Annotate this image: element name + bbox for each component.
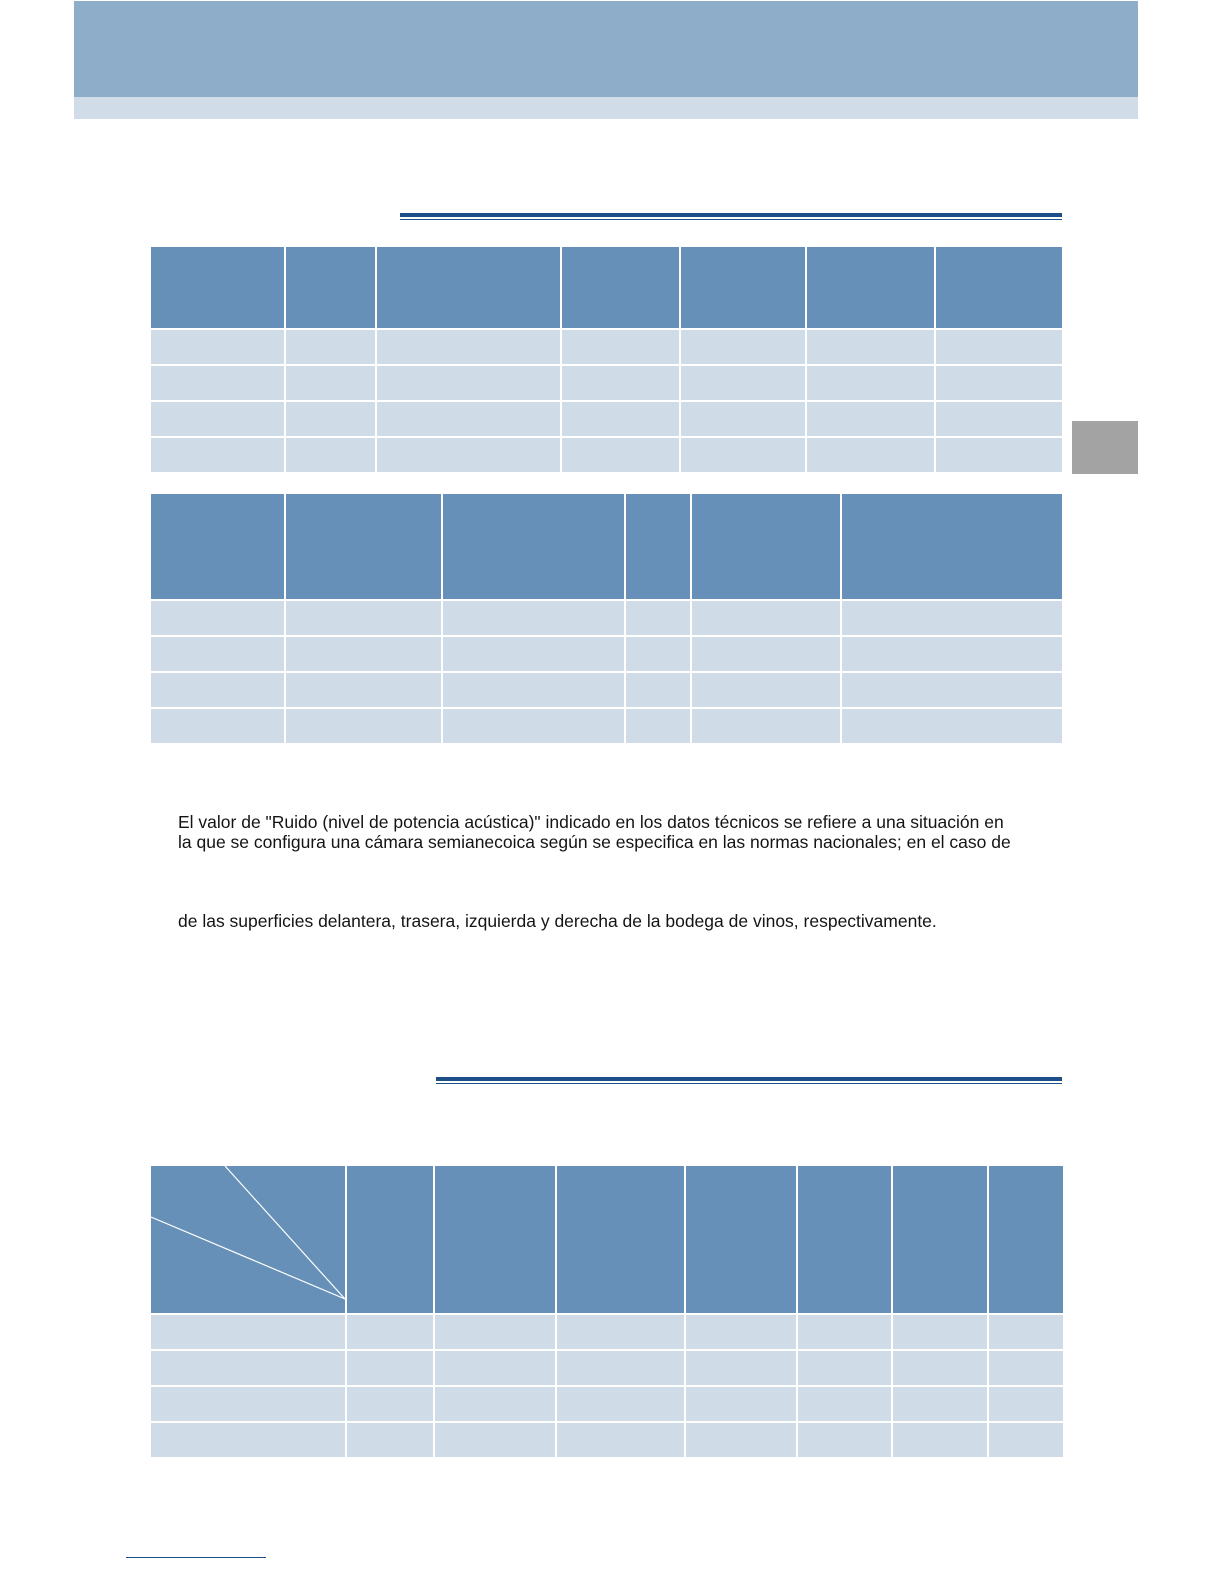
table-cell <box>347 1387 433 1421</box>
spec-table-1 <box>149 245 1064 474</box>
table-header-row <box>151 247 1062 328</box>
header-cell <box>377 247 560 328</box>
table-cell <box>443 673 624 707</box>
spec-table-3 <box>149 1164 1065 1459</box>
header-band-strip <box>74 97 1138 119</box>
header-cell <box>443 494 624 599</box>
table-cell <box>936 438 1062 472</box>
table-cell <box>151 402 284 436</box>
rule-thick-line <box>400 213 1062 217</box>
table-cell <box>936 402 1062 436</box>
table-cell <box>443 601 624 635</box>
table-row <box>151 330 1062 364</box>
table-cell <box>347 1351 433 1385</box>
diagonal-split-lines <box>151 1166 345 1313</box>
table-cell <box>435 1423 555 1457</box>
rule-thin-line <box>400 219 1062 220</box>
table-cell <box>286 601 441 635</box>
header-cell <box>936 247 1062 328</box>
table-cell <box>562 366 679 400</box>
table-cell <box>347 1423 433 1457</box>
table-cell <box>692 637 840 671</box>
table-cell <box>377 366 560 400</box>
table-cell <box>435 1315 555 1349</box>
table-cell <box>151 601 284 635</box>
table-cell <box>626 709 690 743</box>
header-cell <box>286 247 375 328</box>
header-cell <box>347 1166 433 1313</box>
table-cell <box>557 1351 684 1385</box>
table-row <box>151 366 1062 400</box>
table-cell <box>692 673 840 707</box>
table-header-row <box>151 494 1062 599</box>
table-cell <box>377 402 560 436</box>
header-cell <box>807 247 934 328</box>
table-cell <box>842 709 1062 743</box>
table-row <box>151 1387 1063 1421</box>
table-cell <box>807 330 934 364</box>
table-cell <box>557 1387 684 1421</box>
footnote-rule <box>126 1557 266 1558</box>
table-cell <box>286 330 375 364</box>
spec-table-2 <box>149 492 1064 745</box>
table-cell <box>893 1387 987 1421</box>
table-cell <box>842 637 1062 671</box>
table-cell <box>151 709 284 743</box>
table-cell <box>286 637 441 671</box>
table-cell <box>626 673 690 707</box>
table-cell <box>557 1423 684 1457</box>
table-cell <box>562 438 679 472</box>
table-row <box>151 673 1062 707</box>
table-cell <box>377 438 560 472</box>
table-cell <box>681 366 805 400</box>
rule-thick-line <box>436 1077 1062 1081</box>
table-cell <box>286 673 441 707</box>
table-cell <box>151 637 284 671</box>
header-cell <box>151 494 284 599</box>
header-cell <box>798 1166 891 1313</box>
table-row <box>151 1423 1063 1457</box>
table-cell <box>286 709 441 743</box>
table-cell <box>893 1423 987 1457</box>
table-cell <box>286 366 375 400</box>
table-cell <box>562 402 679 436</box>
table-cell <box>151 1423 345 1457</box>
table-cell <box>435 1387 555 1421</box>
table-cell <box>151 366 284 400</box>
table-cell <box>151 673 284 707</box>
table-row <box>151 402 1062 436</box>
section-title-rule-2 <box>436 1077 1062 1085</box>
table-cell <box>681 438 805 472</box>
header-cell <box>557 1166 684 1313</box>
header-cell <box>989 1166 1063 1313</box>
table-cell <box>807 402 934 436</box>
table-cell <box>798 1423 891 1457</box>
section-title-rule-1 <box>400 213 1062 221</box>
table-cell <box>893 1351 987 1385</box>
header-cell <box>681 247 805 328</box>
table-cell <box>842 601 1062 635</box>
table-cell <box>798 1387 891 1421</box>
table-cell <box>151 1351 345 1385</box>
table-cell <box>989 1387 1063 1421</box>
table-cell <box>347 1315 433 1349</box>
table-cell <box>807 438 934 472</box>
table-cell <box>798 1315 891 1349</box>
rule-thin-line <box>436 1083 1062 1084</box>
header-cell <box>626 494 690 599</box>
table-cell <box>435 1351 555 1385</box>
header-cell <box>842 494 1062 599</box>
table-cell <box>989 1351 1063 1385</box>
header-cell <box>692 494 840 599</box>
table-cell <box>989 1315 1063 1349</box>
table-row <box>151 438 1062 472</box>
table-cell <box>989 1423 1063 1457</box>
table-row <box>151 601 1062 635</box>
header-cell <box>286 494 441 599</box>
table-cell <box>893 1315 987 1349</box>
header-cell <box>893 1166 987 1313</box>
table-cell <box>151 330 284 364</box>
chapter-side-tab[interactable] <box>1072 421 1138 474</box>
table-cell <box>936 330 1062 364</box>
table-cell <box>151 438 284 472</box>
header-cell <box>686 1166 796 1313</box>
header-cell <box>151 247 284 328</box>
table-cell <box>798 1351 891 1385</box>
table-cell <box>562 330 679 364</box>
table-cell <box>686 1315 796 1349</box>
noise-note-line-2: la que se configura una cámara semianecoica según se especifica en las normas nacionales; en el caso de <box>178 832 1011 852</box>
table-cell <box>686 1423 796 1457</box>
noise-note-line-3: de las superficies delantera, trasera, izquierda y derecha de la bodega de vinos, respectivamente. <box>178 911 937 931</box>
table-row <box>151 637 1062 671</box>
table-cell <box>626 601 690 635</box>
table-cell <box>151 1387 345 1421</box>
table-cell <box>692 601 840 635</box>
table-cell <box>377 330 560 364</box>
header-cell <box>562 247 679 328</box>
diagonal-corner-header <box>151 1166 345 1313</box>
table-header-row <box>151 1166 1063 1313</box>
table-cell <box>686 1351 796 1385</box>
table-cell <box>842 673 1062 707</box>
table-cell <box>286 402 375 436</box>
table-cell <box>151 1315 345 1349</box>
table-cell <box>686 1387 796 1421</box>
table-cell <box>443 709 624 743</box>
table-cell <box>681 402 805 436</box>
table-cell <box>692 709 840 743</box>
table-cell <box>443 637 624 671</box>
table-cell <box>557 1315 684 1349</box>
table-row <box>151 1351 1063 1385</box>
header-cell <box>435 1166 555 1313</box>
table-row <box>151 1315 1063 1349</box>
table-cell <box>626 637 690 671</box>
header-band <box>74 1 1138 97</box>
table-row <box>151 709 1062 743</box>
noise-note-line-1: El valor de "Ruido (nivel de potencia acústica)" indicado en los datos técnicos se refiere a una situación en <box>178 812 1004 832</box>
table-cell <box>681 330 805 364</box>
table-cell <box>936 366 1062 400</box>
table-cell <box>807 366 934 400</box>
table-cell <box>286 438 375 472</box>
